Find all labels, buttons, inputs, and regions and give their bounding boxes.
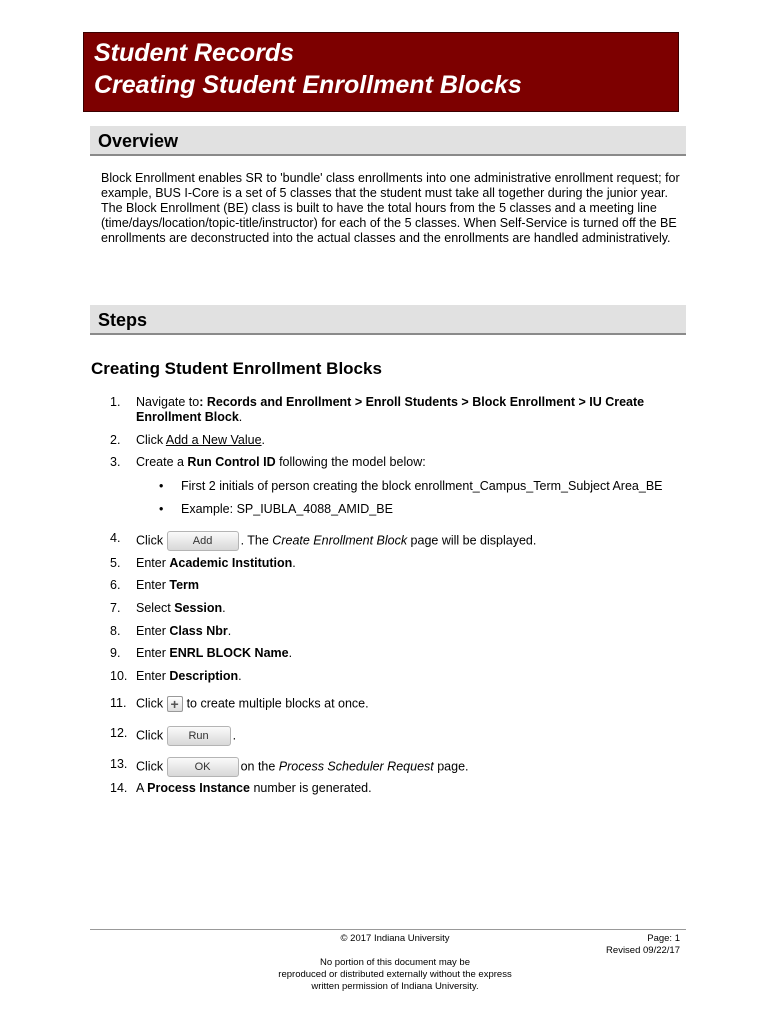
step-text: Select <box>136 601 175 615</box>
step-bold: Run Control ID <box>187 455 276 469</box>
step-text: Enter <box>136 669 170 683</box>
step-5 <box>110 556 676 571</box>
footer-copyright: © 2017 Indiana University <box>340 933 450 944</box>
step-text-end: page. <box>433 759 469 774</box>
step-7 <box>110 601 676 616</box>
step-number: 11. <box>110 696 127 710</box>
step-number: 14. <box>110 781 128 795</box>
document-title-line1: Student Records <box>94 39 295 67</box>
footer-divider <box>90 929 686 930</box>
step-text: Click <box>136 433 166 447</box>
step-text-end: . <box>288 646 293 660</box>
step-number: 13. <box>110 757 128 771</box>
footer-revised-date: Revised 09/22/17 <box>606 945 680 956</box>
add-new-value-link[interactable]: Add a New Value <box>165 433 262 447</box>
step-8 <box>110 624 676 639</box>
run-button[interactable]: Run <box>167 726 231 746</box>
step-bold: Description <box>169 669 239 683</box>
step-path: : Records and Enrollment > Enroll Students > Block Enrollment > IU Create Enrollment Block <box>136 395 645 424</box>
step-number: 3. <box>110 455 121 469</box>
step-number: 9. <box>110 646 121 660</box>
step-11 <box>110 696 676 712</box>
step-text-end: . <box>222 601 226 615</box>
step-text: Create a <box>136 455 188 469</box>
step-text-end: . <box>238 410 243 424</box>
step-14 <box>110 781 676 796</box>
step-12 <box>110 726 676 746</box>
add-button[interactable]: Add <box>167 531 239 551</box>
step-text-end: . <box>292 556 296 570</box>
step-number: 7. <box>110 601 121 615</box>
step-10 <box>110 669 676 684</box>
step-number: 2. <box>110 433 121 447</box>
step-text: Click <box>136 759 167 774</box>
step-9 <box>110 646 676 661</box>
step-bold: Academic Institution <box>169 556 293 570</box>
step-italic: Process Scheduler Request <box>278 759 434 774</box>
overview-paragraph: Block Enrollment enables SR to 'bundle' class enrollments into one administrative enrollment request; for example, BUS I-Core is a set of 5 classes that the student must take all together during the junior year. The Block Enrollment (BE) class is built to have the total hours from the 5 classes and a meeting line (time/days/location/topic-title/instructor) for each of the 5 classes. When Self-Service is turned off the BE enrollments are deconstructed into the actual classes and the enrollments are handled administratively. <box>101 171 680 245</box>
bullet-dot: • <box>159 479 164 493</box>
step-3 <box>110 455 676 470</box>
footer-notice-line3: written permission of Indiana University. <box>311 981 479 992</box>
step-bold: Term <box>169 578 199 592</box>
bullet-text: First 2 initials of person creating the block enrollment_Campus_Term_Subject Area_BE <box>181 479 663 493</box>
step-number: 12. <box>110 726 128 740</box>
footer-notice-line1: No portion of this document may be <box>320 957 470 968</box>
bullet-dot: • <box>159 502 164 516</box>
step-number: 10. <box>110 669 128 683</box>
step-text: Enter <box>136 624 170 638</box>
step-1 <box>110 395 676 425</box>
step-text-end: to create multiple blocks at once. <box>186 696 369 711</box>
step-text: Click <box>136 696 167 711</box>
step-number: 6. <box>110 578 121 592</box>
step-4 <box>110 531 676 551</box>
step-text: Click <box>136 533 167 548</box>
step-6 <box>110 578 676 593</box>
step-text: Enter <box>136 646 170 660</box>
step-bold: Session <box>174 601 223 615</box>
steps-subheading: Creating Student Enrollment Blocks <box>91 359 382 378</box>
step-text-mid: on the <box>240 759 279 774</box>
step-text-end: . <box>261 433 266 447</box>
step-13 <box>110 757 676 777</box>
step-text: Navigate to <box>136 395 200 409</box>
document-title-banner <box>83 32 679 112</box>
step-text: Enter <box>136 556 170 570</box>
step-2 <box>110 433 676 448</box>
step-number: 5. <box>110 556 121 570</box>
step-number: 8. <box>110 624 121 638</box>
step-text-end: . <box>232 728 237 743</box>
step-text-end: following the model below: <box>275 455 426 469</box>
steps-heading: Steps <box>90 305 686 335</box>
step-bold: Process Instance <box>147 781 250 795</box>
document-title-line2: Creating Student Enrollment Blocks <box>94 71 522 99</box>
overview-heading: Overview <box>90 126 686 156</box>
step-text-end: number is generated. <box>249 781 372 795</box>
bullet-text: Example: SP_IUBLA_4088_AMID_BE <box>181 502 393 516</box>
step-bold: Class Nbr <box>169 624 228 638</box>
step-number: 4. <box>110 531 121 545</box>
bullet-2 <box>159 502 393 517</box>
step-number: 1. <box>110 395 121 409</box>
step-text: Click <box>136 728 167 743</box>
add-row-plus-icon[interactable]: + <box>167 696 183 712</box>
step-italic: Create Enrollment Block <box>272 533 408 548</box>
step-text-end: . <box>227 624 232 638</box>
bullet-1 <box>159 479 663 494</box>
step-text-end: page will be displayed. <box>407 533 537 548</box>
step-text-end: . <box>238 669 242 683</box>
footer-notice-line2: reproduced or distributed externally without the express <box>278 969 512 980</box>
step-text-mid: . The <box>240 533 273 548</box>
ok-button[interactable]: OK <box>167 757 239 777</box>
footer-page-number: Page: 1 <box>647 933 680 944</box>
step-bold: ENRL BLOCK Name <box>169 646 289 660</box>
step-text: A <box>136 781 148 795</box>
step-text: Enter <box>136 578 170 592</box>
